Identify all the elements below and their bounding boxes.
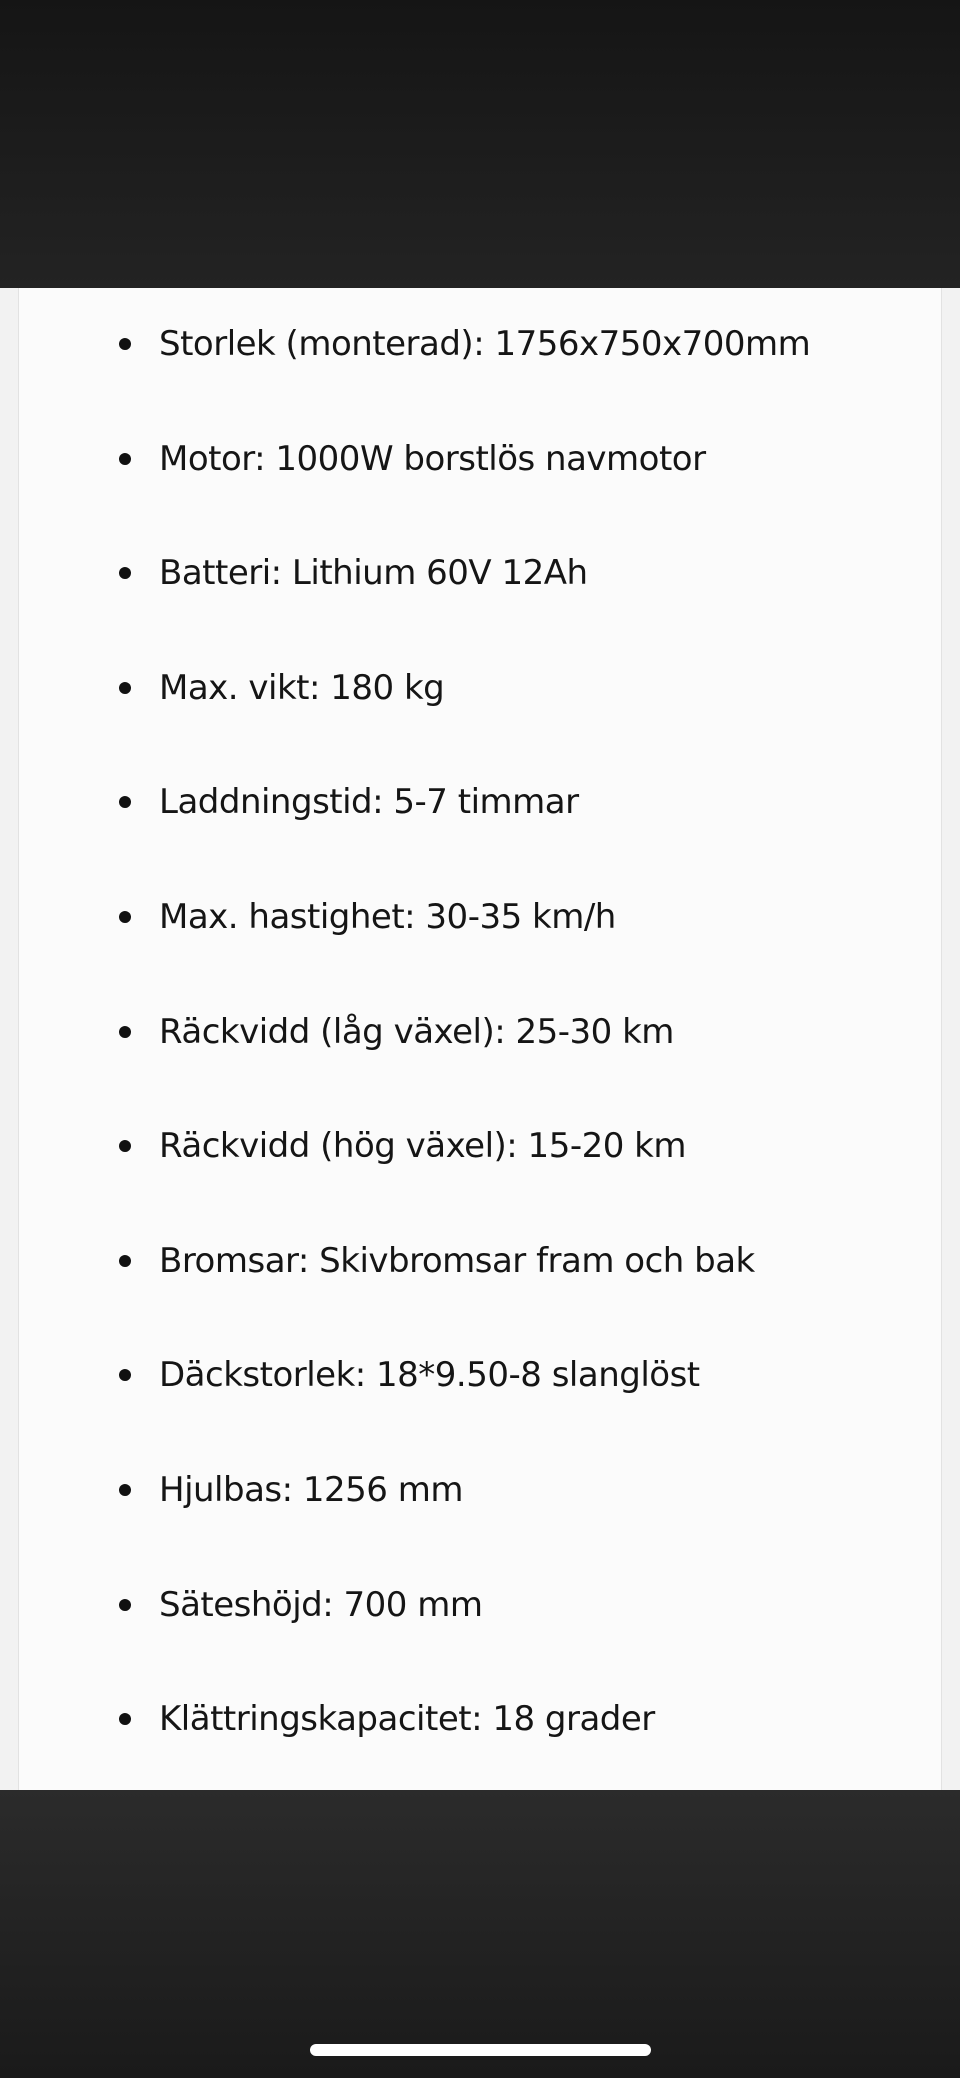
spec-item-tire-size — [19, 1319, 941, 1434]
bullet-icon — [119, 1713, 131, 1725]
spec-item-max-speed — [19, 861, 941, 976]
spec-item-size — [19, 288, 941, 403]
spec-item-seat-height — [19, 1549, 941, 1664]
spec-text: Storlek (monterad): 1756x750x700mm — [159, 324, 811, 364]
spec-text: Räckvidd (låg växel): 25-30 km — [159, 1011, 674, 1052]
bottom-dark-overlay — [0, 1790, 960, 2078]
bullet-icon — [119, 911, 131, 923]
spec-item-max-weight — [19, 632, 941, 747]
bullet-icon — [119, 1369, 131, 1381]
spec-item-charging-time — [19, 746, 941, 861]
spec-item-wheelbase — [19, 1434, 941, 1549]
spec-item-climbing-capacity — [19, 1663, 941, 1778]
bullet-icon — [119, 1140, 131, 1152]
spec-text: Klättringskapacitet: 18 grader — [159, 1699, 655, 1740]
spec-item-range-low-gear — [19, 976, 941, 1091]
spec-text: Säteshöjd: 700 mm — [159, 1584, 483, 1625]
spec-text: Räckvidd (hög växel): 15-20 km — [159, 1126, 686, 1167]
spec-content-inner — [18, 288, 942, 1790]
spec-list — [19, 288, 941, 1778]
spec-text: Bromsar: Skivbromsar fram och bak — [159, 1240, 755, 1281]
bullet-icon — [119, 453, 131, 465]
bullet-icon — [119, 567, 131, 579]
bullet-icon — [119, 1484, 131, 1496]
top-dark-overlay — [0, 0, 960, 288]
home-indicator[interactable] — [310, 2044, 651, 2056]
spec-text: Max. hastighet: 30-35 km/h — [159, 896, 616, 937]
spec-item-brakes — [19, 1205, 941, 1320]
spec-text: Laddningstid: 5-7 timmar — [159, 782, 579, 823]
bullet-icon — [119, 1599, 131, 1611]
spec-text: Batteri: Lithium 60V 12Ah — [159, 553, 588, 594]
bullet-icon — [119, 682, 131, 694]
bullet-icon — [119, 1255, 131, 1267]
spec-item-motor — [19, 403, 941, 518]
bullet-icon — [119, 796, 131, 808]
spec-item-range-high-gear — [19, 1090, 941, 1205]
spec-text: Max. vikt: 180 kg — [159, 667, 445, 708]
spec-text: Däckstorlek: 18*9.50-8 slanglöst — [159, 1355, 700, 1396]
bullet-icon — [119, 338, 131, 350]
spec-item-battery — [19, 517, 941, 632]
spec-text: Hjulbas: 1256 mm — [159, 1469, 463, 1510]
spec-text: Motor: 1000W borstlös navmotor — [159, 438, 706, 479]
spec-content-panel — [0, 288, 960, 1790]
bullet-icon — [119, 1026, 131, 1038]
